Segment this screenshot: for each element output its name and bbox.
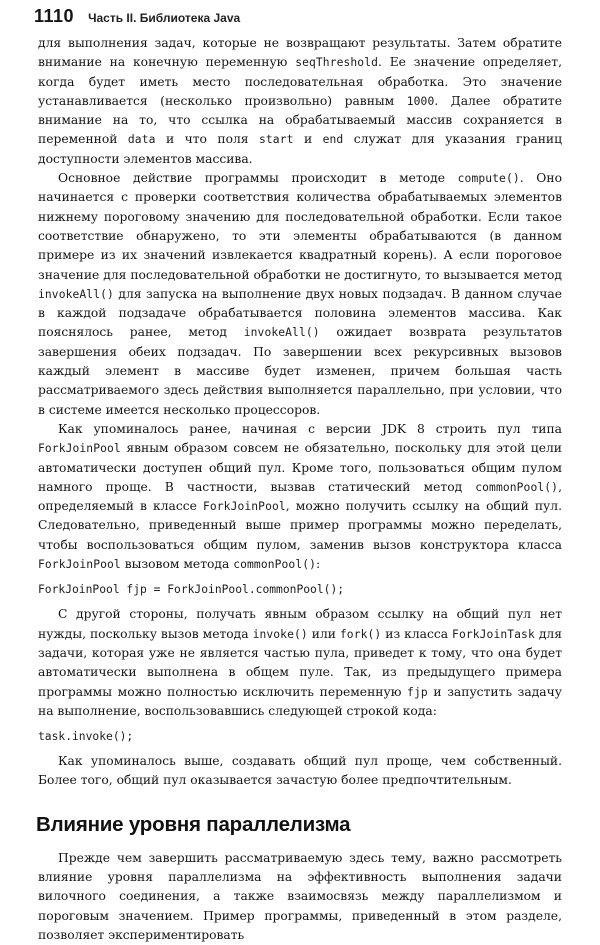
text: . Оно начинается с проверки соответствия количества обрабатываемых элементов нижнему пороговому значению для последовательной обработки. Если такое соответствие обнаружено, то эти элементы обрабатываются (в данном примере из их значений извлекается квадратный корень). А если пороговое значение для последовательной обработки не достигнуто, то вызывается метод	[38, 171, 562, 282]
inline-code: ForkJoinPool	[38, 442, 121, 456]
running-head	[34, 6, 562, 34]
inline-code: invokeAll()	[243, 326, 320, 340]
paragraph-4	[38, 605, 562, 721]
paragraph-5	[38, 752, 562, 791]
text: , можно получить ссылку на общий пул. Следовательно, приведенный выше пример программы можно переделать, чтобы воспользоваться общим пулом, заменив вызов конструктора класса	[38, 499, 562, 552]
text: ожидает возврата результатов завершения обеих подзадач. По завершении всех рекурсивных вызовов каждый элемент в массиве будет изменен, причем большая часть рассматриваемого здесь действия выполняется параллельно, при условии, что в системе имеется несколько процессоров.	[38, 325, 562, 417]
code-listing-task-invoke: task.invoke();	[38, 730, 134, 744]
inline-code: seqThreshold	[295, 56, 379, 70]
paragraph-2	[38, 169, 562, 420]
text: и что поля	[155, 132, 259, 147]
running-title: Часть II. Библиотека Java	[88, 11, 241, 25]
inline-code: start	[259, 133, 294, 147]
text: и запустить задачу на выполнение, воспользовавшись следующей строкой кода:	[38, 684, 562, 718]
text: из класса	[381, 626, 453, 641]
inline-code: fjp	[407, 685, 428, 699]
text: , определяемый в классе	[38, 479, 562, 514]
text: :	[316, 557, 321, 572]
text: вызовом метода	[120, 557, 234, 572]
text: С другой стороны, получать явным образом ссылку на общий пул нет нужды, поскольку вызов метода	[38, 607, 562, 641]
inline-code: invoke()	[252, 627, 308, 641]
section-heading: Влияние уровня параллелизма	[36, 812, 351, 836]
inline-code: end	[322, 133, 344, 147]
inline-code: ForkJoinTask	[452, 627, 535, 641]
inline-code: ForkJoinPool	[202, 500, 286, 514]
paragraph-6	[38, 849, 562, 945]
text: явным образом совсем не обязательно, поскольку для этой цели автоматически доступен общий пул. Кроме того, пользоваться общим пулом намного проще. В частности, вызвав статический метод	[38, 441, 562, 494]
text: Как упоминалось выше, создавать общий пул проще, чем собственный. Более того, общий пул оказывается зачастую более предпочтительным.	[38, 754, 562, 788]
text: Прежде чем завершить рассматриваемую здесь тему, важно рассмотреть влияние уровня параллелизма на эффективность выполнения задачи вилочного соединения, а также взаимосвязь между параллелизмом и пороговым значением. Пример программы, приведенный в этом разделе, позволяет экспериментировать	[38, 850, 562, 942]
text: Основное действие программы происходит в методе	[58, 171, 458, 186]
inline-code: commonPool()	[475, 480, 559, 494]
inline-code: fork()	[339, 627, 382, 641]
code-listing-common-pool: ForkJoinPool fjp = ForkJoinPool.commonPool();	[38, 583, 345, 597]
text: и	[293, 132, 323, 147]
text: . Ее значение определяет, когда будет иметь место последовательная обработка. Это значение устанавливается (несколько произвольно) равным	[38, 55, 563, 108]
book-page	[34, 6, 563, 945]
text: для задачи, которая уже не является частью пула, приведет к тому, что она будет автоматически выполнена в общем пуле. Так, из предыдущего примера программы можно полностью исключить переменную	[38, 626, 562, 699]
inline-code: 1000	[406, 94, 435, 108]
text: . Далее обратите внимание на то, что ссылка на обрабатываемый массив сохраняется в переменной	[38, 93, 562, 147]
text: Как упоминалось ранее, начиная с версии JDK 8 строить пул типа	[58, 421, 562, 436]
text: для выполнения задач, которые не возвращают результаты. Затем обратите внимание на конечную переменную	[38, 36, 562, 70]
inline-code: commonPool()	[233, 558, 317, 572]
paragraph-1	[38, 34, 562, 169]
page-number: 1110	[34, 6, 75, 26]
inline-code: compute()	[457, 172, 520, 186]
text: служат для указания границ доступности элементов массива.	[38, 132, 563, 166]
text: для запуска на выполнение двух новых подзадач. В данном случае в каждой подзадаче обрабатывается половина элементов массива. Как пояснялось ранее, метод	[38, 286, 562, 340]
inline-code: invokeAll()	[38, 287, 114, 301]
text: или	[307, 626, 340, 641]
inline-code: data	[127, 133, 156, 147]
paragraph-3	[38, 420, 562, 574]
inline-code: ForkJoinPool	[38, 558, 121, 572]
